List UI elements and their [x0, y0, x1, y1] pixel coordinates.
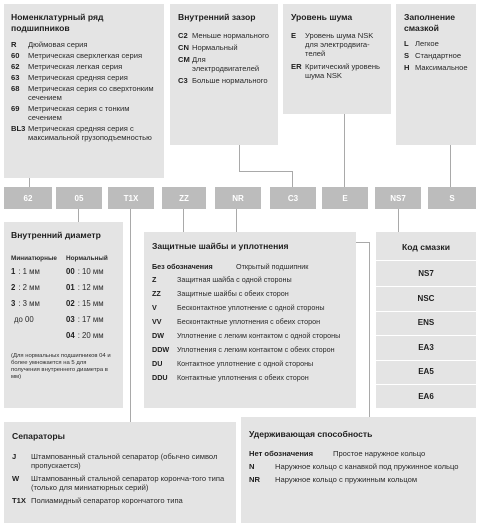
item-code: 69	[11, 104, 20, 113]
code-cell-clearance: C3	[270, 187, 316, 209]
item-text: Контактные уплотнения с обеих сторон	[177, 373, 309, 383]
item-text: Метрическая средняя серия с максимальной грузоподъемностью	[28, 124, 152, 142]
bore-size: до 00	[14, 314, 34, 324]
bore-code: 04	[66, 330, 75, 340]
item-text: Бесконтактное уплотнение с одной стороны	[177, 303, 325, 313]
connector-line	[130, 209, 131, 422]
shields-seals-panel	[144, 232, 356, 408]
item-code: DW	[152, 331, 164, 341]
bore-size: : 1 мм	[18, 266, 40, 276]
shields-seals-title: Защитные шайбы и уплотнения	[152, 241, 289, 251]
list-item	[12, 452, 228, 470]
bore-size-item	[66, 331, 122, 340]
grease-code-panel	[376, 232, 476, 408]
grease-code-item: EA5	[418, 367, 434, 376]
bore-size-item	[11, 267, 65, 276]
list-item	[249, 449, 468, 458]
cages-list	[12, 452, 228, 505]
item-text: Стандартное	[415, 51, 462, 60]
noise-level-list	[291, 31, 383, 80]
miniature-header: Миниатюрные	[11, 254, 57, 262]
bore-code: 2	[11, 282, 16, 292]
list-item	[152, 374, 348, 383]
internal-clearance-list	[178, 31, 270, 85]
internal-clearance-panel	[170, 4, 278, 145]
item-code: DDU	[152, 373, 168, 383]
item-code: 68	[11, 84, 20, 93]
list-item	[152, 290, 348, 299]
item-code: V	[152, 303, 157, 313]
item-code: CN	[178, 42, 189, 52]
list-item	[178, 55, 270, 73]
cages-panel	[4, 422, 236, 523]
list-item	[404, 39, 468, 48]
item-text: Метрическая средняя серия	[28, 73, 128, 82]
item-text: Защитные шайбы с обеих сторон	[177, 289, 289, 299]
item-code: ZZ	[152, 289, 161, 299]
list-item	[178, 43, 270, 52]
list-item	[152, 346, 348, 355]
item-text: Наружное кольцо с канавкой под пружинное кольцо	[275, 461, 459, 471]
bore-size-item	[11, 283, 65, 292]
list-item	[11, 104, 157, 122]
connector-line	[29, 178, 30, 187]
list-item	[11, 84, 157, 102]
item-code: H	[404, 63, 410, 72]
item-text: Максимальное	[415, 63, 468, 72]
item-code: DDW	[152, 345, 170, 355]
connector-line	[369, 242, 370, 417]
item-code: N	[249, 461, 255, 471]
item-code: ER	[291, 61, 302, 71]
item-text: Легкое	[415, 39, 439, 48]
cages-title: Сепараторы	[12, 431, 65, 441]
list-item	[12, 474, 228, 492]
list-item	[178, 31, 270, 40]
list-item	[11, 62, 157, 71]
item-text: Штампованный стальной сепаратор (обычно символ пропускается)	[31, 451, 218, 470]
divider	[376, 260, 476, 261]
bore-code: 01	[66, 282, 75, 292]
item-code: NR	[249, 474, 260, 484]
item-text: Критический уровень шума NSK	[305, 61, 380, 80]
item-text: Уплотнение с легким контактом с одной стороны	[177, 331, 341, 341]
list-item	[249, 475, 468, 484]
miniature-list	[11, 267, 65, 324]
item-text: Для электродвигателей	[192, 54, 260, 73]
bore-size-item	[66, 283, 122, 292]
list-item	[152, 304, 348, 313]
list-item	[11, 124, 157, 142]
item-code: T1X	[12, 495, 26, 505]
item-text: Нормальный	[192, 42, 238, 52]
bore-code: 02	[66, 298, 75, 308]
bearing-series-list	[11, 40, 157, 142]
item-code: J	[12, 451, 17, 461]
code-cell-noise: E	[322, 187, 368, 209]
item-text: Уплотнения с легким контактом с обеих сторон	[177, 345, 335, 355]
noise-level-panel	[283, 4, 391, 114]
item-code: DU	[152, 359, 163, 369]
code-cell-bore: 05	[56, 187, 102, 209]
item-code: W	[12, 473, 20, 483]
bore-size: : 20 мм	[77, 330, 104, 340]
item-code: R	[11, 40, 17, 49]
connector-line	[239, 145, 240, 171]
item-text: Простое наружное кольцо	[333, 448, 426, 458]
bore-size-item	[66, 267, 122, 276]
item-text: Метрическая серия со сверхтонким сечением	[28, 84, 154, 102]
list-item	[178, 76, 270, 85]
connector-line	[239, 171, 292, 172]
item-code: C3	[178, 75, 188, 85]
item-text: Больше нормального	[192, 75, 268, 85]
item-text: Наружное кольцо с пружинным кольцом	[275, 474, 418, 484]
list-item	[291, 31, 383, 58]
item-code: BL3	[11, 124, 26, 133]
item-code: 62	[11, 62, 20, 71]
connector-line	[78, 209, 79, 222]
list-item	[249, 462, 468, 471]
grease-fill-panel	[396, 4, 476, 145]
bore-size: : 12 мм	[77, 282, 104, 292]
code-cell-cage: T1X	[108, 187, 154, 209]
list-item	[291, 62, 383, 80]
list-item	[404, 63, 468, 72]
item-text: Меньше нормального	[192, 30, 269, 40]
grease-code-title: Код смазки	[402, 242, 450, 252]
connector-line	[398, 209, 399, 232]
grease-code-item: EA3	[418, 342, 434, 352]
list-item	[152, 360, 348, 369]
bore-size-item	[11, 315, 65, 324]
item-text: Полиамидный сепаратор корончатого типа	[31, 495, 183, 505]
bore-size: : 3 мм	[18, 298, 40, 308]
bore-diameter-panel	[4, 222, 123, 408]
grease-fill-list	[404, 39, 468, 72]
shields-seals-list	[152, 263, 348, 383]
grease-code-item: EA6	[418, 391, 434, 401]
bearing-series-panel	[4, 4, 164, 178]
list-item	[12, 496, 228, 505]
retaining-capacity-title: Удерживающая способность	[249, 429, 373, 439]
bore-size-item	[11, 299, 65, 308]
bore-note: (Для нормальных подшипников 04 и более умножается на 5 для получения внутреннего диаметра в мм)	[11, 352, 111, 381]
list-item	[11, 40, 157, 49]
bore-size-item	[66, 315, 122, 324]
list-item	[11, 73, 157, 82]
item-code: L	[404, 39, 409, 48]
list-item	[152, 263, 348, 272]
normal-list	[66, 267, 122, 340]
bore-size: : 15 мм	[77, 298, 104, 308]
item-code: Без обозначения	[152, 261, 213, 271]
code-cell-series: 62	[4, 187, 52, 209]
grease-code-item: ENS	[417, 318, 435, 327]
bearing-series-title: Номенклатурный ряд подшипников	[11, 12, 104, 33]
bore-size-item	[66, 299, 122, 308]
item-code: Нет обозначения	[249, 448, 314, 458]
retaining-capacity-list	[249, 449, 468, 484]
item-code: CM	[178, 54, 190, 64]
bore-code: 1	[11, 266, 16, 276]
item-code: E	[291, 30, 297, 40]
item-text: Штампованный стальной сепаратор коронча-того типа (только для миниатюрных серий)	[31, 473, 225, 492]
item-text: Метрическая серия с тонким сечением	[28, 104, 130, 122]
internal-clearance-title: Внутренний зазор	[178, 12, 256, 22]
bore-diameter-title: Внутренний диаметр	[11, 230, 101, 240]
bore-code: 3	[11, 298, 16, 308]
item-code: 63	[11, 73, 20, 82]
item-text: Метрическая сверхлегкая серия	[28, 51, 143, 60]
code-cell-grease-fill: S	[428, 187, 476, 209]
code-cell-retaining: NR	[215, 187, 261, 209]
item-code: C2	[178, 30, 188, 40]
code-cell-shield: ZZ	[162, 187, 206, 209]
list-item	[152, 318, 348, 327]
bore-size: : 17 мм	[77, 314, 104, 324]
item-code: Z	[152, 275, 157, 285]
list-item	[404, 51, 468, 60]
grease-code-item: NSC	[417, 293, 435, 303]
item-text: Контактное уплотнение с одной стороны	[177, 359, 314, 369]
list-item	[152, 276, 348, 285]
item-code: 60	[11, 51, 20, 60]
grease-code-item: NS7	[418, 269, 434, 278]
bore-size: : 10 мм	[77, 266, 104, 276]
bore-size: : 2 мм	[18, 282, 40, 292]
item-code: VV	[152, 317, 162, 327]
list-item	[152, 332, 348, 341]
connector-line	[450, 145, 451, 187]
bore-code: 00	[66, 266, 75, 276]
connector-line	[344, 114, 345, 187]
normal-header: Нормальный	[66, 254, 108, 262]
noise-level-title: Уровень шума	[291, 12, 353, 22]
item-text: Метрическая легкая серия	[28, 62, 123, 71]
connector-line	[183, 209, 184, 232]
grease-fill-title: Заполнение смазкой	[404, 12, 456, 33]
retaining-capacity-panel	[241, 417, 476, 523]
list-item	[11, 51, 157, 60]
item-text: Бесконтактные уплотнения с обеих сторон	[177, 317, 321, 327]
item-text: Дюймовая серия	[28, 40, 88, 49]
item-text: Защитная шайба с одной стороны	[177, 275, 292, 285]
item-text: Уровень шума NSK для электродвига-телей	[305, 30, 374, 58]
code-cell-grease-code: NS7	[375, 187, 421, 209]
bore-code: 03	[66, 314, 75, 324]
item-code: S	[404, 51, 410, 60]
connector-line	[292, 171, 293, 187]
item-text: Открытый подшипник	[236, 261, 309, 271]
